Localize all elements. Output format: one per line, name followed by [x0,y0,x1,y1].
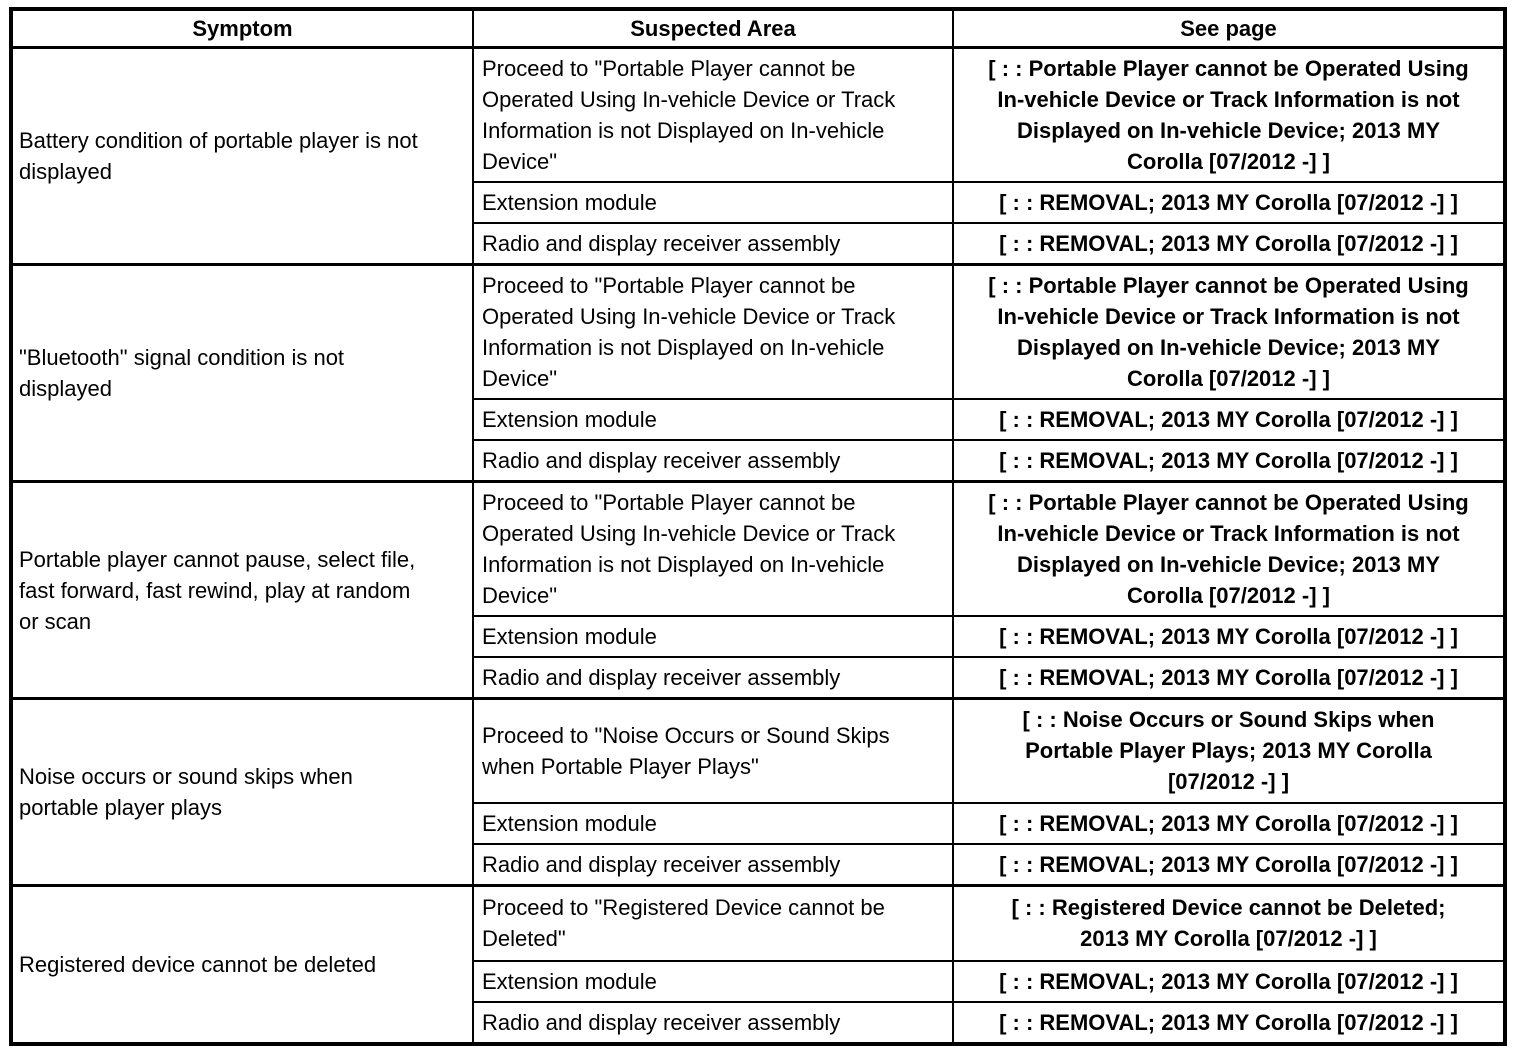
see-page-cell: [ : : Portable Player cannot be Operated Using In-vehicle Device or Track Information is not Displayed on In-vehicle Device; 2013 MY Corolla [07/2012 -] ] [953,482,1505,617]
see-page-cell: [ : : Registered Device cannot be Deleted; 2013 MY Corolla [07/2012 -] ] [953,885,1505,961]
see-page-cell: [ : : Noise Occurs or Sound Skips when Portable Player Plays; 2013 MY Corolla [07/2012 -] ] [953,699,1505,803]
see-page-cell: [ : : REMOVAL; 2013 MY Corolla [07/2012 -] ] [953,657,1505,699]
see-page-cell: [ : : REMOVAL; 2013 MY Corolla [07/2012 -] ] [953,223,1505,265]
symptom-troubleshooting-table [9,7,1507,1046]
suspected-area-cell: Extension module [473,961,953,1002]
table-row [11,699,1505,803]
see-page-cell: [ : : REMOVAL; 2013 MY Corolla [07/2012 -] ] [953,1002,1505,1044]
table-row [11,482,1505,617]
symptom-cell: Portable player cannot pause, select file, fast forward, fast rewind, play at random or scan [11,482,473,699]
col-header-suspected-area: Suspected Area [473,9,953,48]
suspected-area-cell: Proceed to "Noise Occurs or Sound Skips when Portable Player Plays" [473,699,953,803]
suspected-area-cell: Proceed to "Portable Player cannot be Operated Using In-vehicle Device or Track Information is not Displayed on In-vehicle Device" [473,48,953,183]
see-page-cell: [ : : Portable Player cannot be Operated Using In-vehicle Device or Track Information is not Displayed on In-vehicle Device; 2013 MY Corolla [07/2012 -] ] [953,48,1505,183]
suspected-area-cell: Extension module [473,399,953,440]
see-page-cell: [ : : REMOVAL; 2013 MY Corolla [07/2012 -] ] [953,803,1505,844]
see-page-cell: [ : : REMOVAL; 2013 MY Corolla [07/2012 -] ] [953,440,1505,482]
symptom-cell: Noise occurs or sound skips when portable player plays [11,699,473,886]
suspected-area-cell: Extension module [473,182,953,223]
suspected-area-cell: Proceed to "Registered Device cannot be Deleted" [473,885,953,961]
col-header-symptom: Symptom [11,9,473,48]
suspected-area-cell: Radio and display receiver assembly [473,844,953,886]
table-row [11,265,1505,400]
see-page-cell: [ : : REMOVAL; 2013 MY Corolla [07/2012 -] ] [953,961,1505,1002]
see-page-cell: [ : : REMOVAL; 2013 MY Corolla [07/2012 -] ] [953,844,1505,886]
suspected-area-cell: Radio and display receiver assembly [473,1002,953,1044]
table-row [11,48,1505,183]
see-page-cell: [ : : REMOVAL; 2013 MY Corolla [07/2012 -] ] [953,182,1505,223]
col-header-see-page: See page [953,9,1505,48]
see-page-cell: [ : : REMOVAL; 2013 MY Corolla [07/2012 -] ] [953,399,1505,440]
suspected-area-cell: Proceed to "Portable Player cannot be Operated Using In-vehicle Device or Track Information is not Displayed on In-vehicle Device" [473,482,953,617]
suspected-area-cell: Extension module [473,616,953,657]
symptom-cell: Registered device cannot be deleted [11,885,473,1044]
suspected-area-cell: Proceed to "Portable Player cannot be Operated Using In-vehicle Device or Track Information is not Displayed on In-vehicle Device" [473,265,953,400]
suspected-area-cell: Radio and display receiver assembly [473,223,953,265]
table-row [11,885,1505,961]
see-page-cell: [ : : Portable Player cannot be Operated Using In-vehicle Device or Track Information is not Displayed on In-vehicle Device; 2013 MY Corolla [07/2012 -] ] [953,265,1505,400]
symptom-cell: "Bluetooth" signal condition is not displayed [11,265,473,482]
see-page-cell: [ : : REMOVAL; 2013 MY Corolla [07/2012 -] ] [953,616,1505,657]
header-row [11,9,1505,48]
suspected-area-cell: Radio and display receiver assembly [473,657,953,699]
symptom-cell: Battery condition of portable player is not displayed [11,48,473,265]
suspected-area-cell: Radio and display receiver assembly [473,440,953,482]
suspected-area-cell: Extension module [473,803,953,844]
